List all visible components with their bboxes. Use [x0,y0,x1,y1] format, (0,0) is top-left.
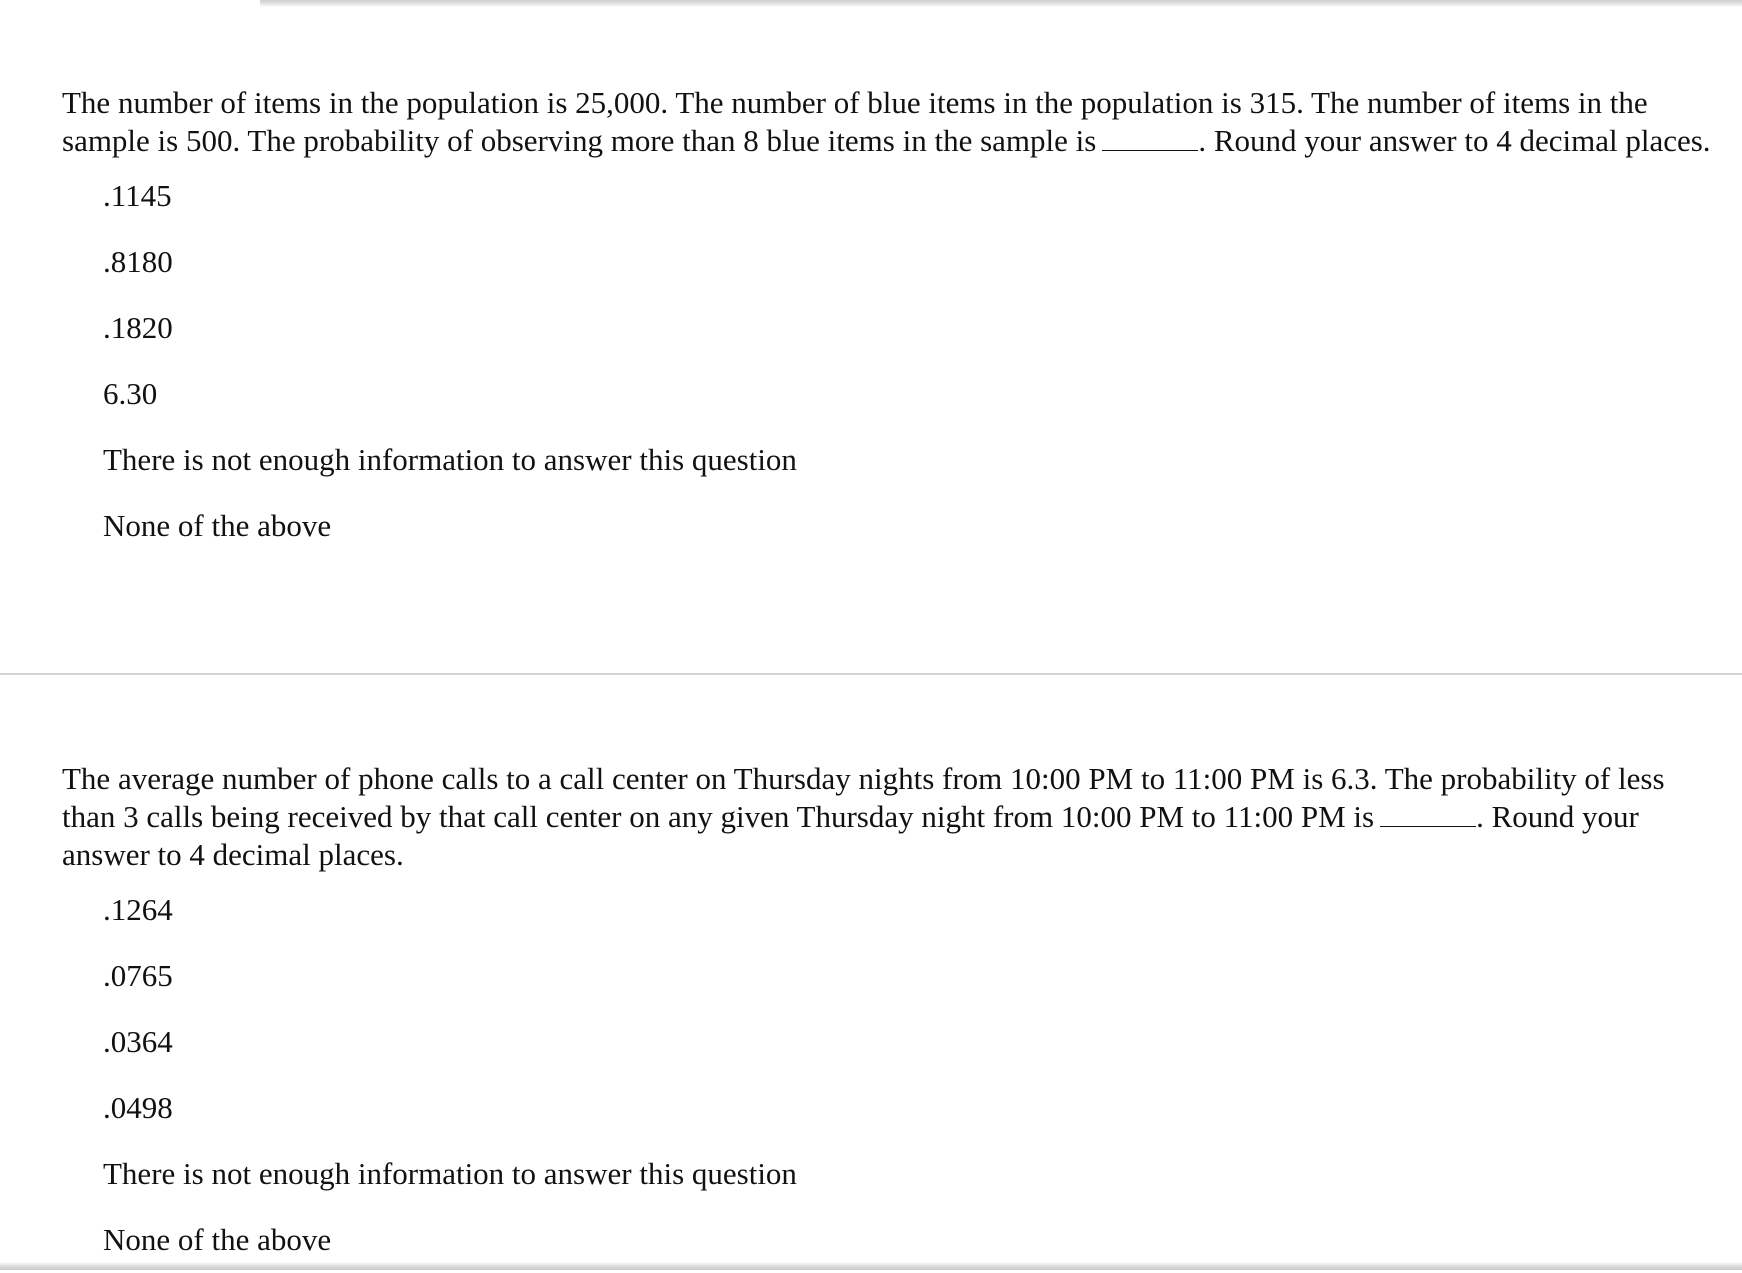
question-2-answer-list [62,877,1722,1273]
answer-label: .1145 [103,178,172,213]
answer-label: .0765 [103,958,173,993]
question-2 [62,760,1722,1273]
question-divider [0,673,1742,675]
answer-label: .0498 [103,1090,173,1125]
question-1-text [62,84,1722,160]
question-1-text-after-blank: . Round your answer to 4 decimal places. [1198,123,1711,158]
question-2-text-before-blank: The average number of phone calls to a call center on Thursday nights from 10:00 PM to 11:00 PM is 6.3. The probability of less than 3 calls being received by that call center on any given Thursday night from 10:00 PM to 11:00 PM is [62,761,1665,834]
top-tab-highlight [0,0,260,9]
answer-label: .1820 [103,310,173,345]
question-2-text-after-blank: . Round your answer to 4 decimal places. [62,799,1639,872]
answer-label: None of the above [103,508,332,543]
question-2-answer-option[interactable] [62,1075,1722,1141]
question-2-answer-option[interactable] [62,943,1722,1009]
top-window-edge [0,0,1742,7]
question-2-answer-blank [1380,802,1476,827]
answer-label: .8180 [103,244,173,279]
question-1-answer-option[interactable] [62,163,1722,229]
bottom-window-edge [0,1262,1742,1270]
question-2-text [62,760,1722,874]
question-2-answer-option[interactable] [62,1009,1722,1075]
question-2-answer-option[interactable] [62,1141,1722,1207]
question-1-answer-option[interactable] [62,229,1722,295]
question-1-answer-option[interactable] [62,361,1722,427]
answer-label: There is not enough information to answer this question [103,1156,797,1191]
question-1-answer-list [62,163,1722,559]
question-1-answer-option[interactable] [62,427,1722,493]
question-1-text-before-blank: The number of items in the population is 25,000. The number of blue items in the population is 315. The number of items in the sample is 500. The probability of observing more than 8 blue items in the sample is [62,85,1648,158]
answer-label: 6.30 [103,376,158,411]
question-1 [62,84,1722,559]
answer-label: .1264 [103,892,173,927]
answer-label: .0364 [103,1024,173,1059]
answer-label: None of the above [103,1222,332,1257]
question-1-answer-option[interactable] [62,295,1722,361]
question-1-answer-blank [1102,126,1198,151]
question-1-answer-option[interactable] [62,493,1722,559]
answer-label: There is not enough information to answer this question [103,442,797,477]
question-2-answer-option[interactable] [62,877,1722,943]
